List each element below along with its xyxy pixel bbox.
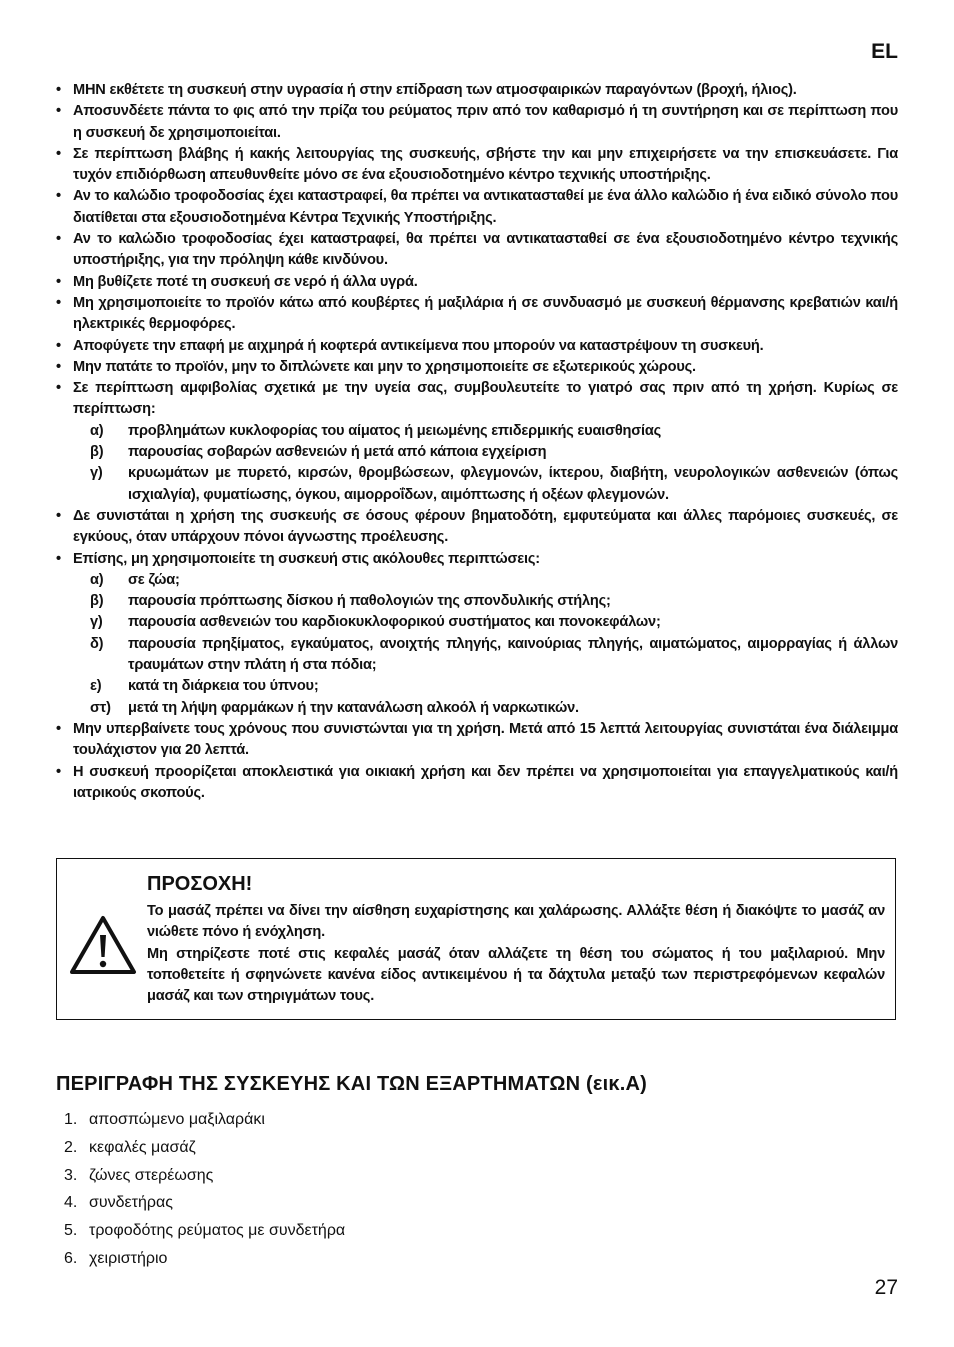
- sublist-text: κατά τη διάρκεια του ύπνου;: [128, 678, 319, 695]
- sublist-item: [73, 591, 898, 612]
- warning-item: • ΜΗΝ εκθέτετε τη συσκευή στην υγρασία ή στην επίδραση των ατμοσφαιρικών παραγόντων (βροχή, ήλιος).: [56, 80, 898, 101]
- sublist-text: παρουσίας σοβαρών ασθενειών ή μετά από κάποια εγχείριση: [128, 444, 547, 461]
- list-item-number: 1.: [64, 1111, 78, 1128]
- warning-item: • Αν το καλώδιο τροφοδοσίας έχει καταστραφεί, θα πρέπει να αντικατασταθεί σε ένα εξουσιοδοτημένο κέντρο τεχνικής υποστήριξης, για την πρόληψη κάθε κινδύνου.: [56, 229, 898, 272]
- list-item: [64, 1245, 345, 1273]
- list-item: [64, 1189, 345, 1217]
- sublist-marker: γ): [90, 614, 103, 631]
- warning-item: [56, 549, 898, 719]
- sublist-text: προβλημάτων κυκλοφορίας του αίματος ή μειωμένης επιδερμικής ευαισθησίας: [128, 422, 662, 439]
- language-code: EL: [871, 40, 898, 63]
- warning-sublist: [73, 421, 898, 506]
- list-item-number: 2.: [64, 1138, 78, 1156]
- warning-item: • Μην πατάτε το προϊόν, μην το διπλώνετε και μην το χρησιμοποιείτε σε εξωτερικούς χώρους.: [56, 357, 898, 378]
- sublist-marker: α): [90, 422, 104, 439]
- list-item-number: 6.: [64, 1249, 78, 1267]
- list-item-number: 4.: [64, 1194, 78, 1212]
- warning-sublist: [73, 570, 898, 719]
- sublist-item: [73, 634, 898, 677]
- sublist-text: σε ζώα;: [128, 571, 180, 588]
- list-item: [64, 1162, 345, 1190]
- warning-item-text: Σε περίπτωση αμφιβολίας σχετικά με την υγεία σας, συμβουλευτείτε το γιατρό σας πριν από τη χρήση. Κυρίως σε περίπτωση:: [73, 380, 898, 418]
- sublist-item: [73, 698, 898, 719]
- caution-title: ΠΡΟΣΟΧΗ!: [147, 873, 253, 895]
- list-item: [64, 1134, 345, 1162]
- sublist-item: [73, 463, 898, 506]
- warning-item: • Η συσκευή προορίζεται αποκλειστικά για οικιακή χρήση και δεν πρέπει να χρησιμοποιείται για επαγγελματικούς και/ή ιατρικούς σκοπούς.: [56, 762, 898, 805]
- list-item: [64, 1217, 345, 1245]
- sublist-item: [73, 570, 898, 591]
- caution-box: [56, 858, 896, 1020]
- sublist-marker: γ): [90, 465, 103, 482]
- sublist-text: παρουσία ασθενειών του καρδιοκυκλοφορικού συστήματος και πονοκεφάλων;: [128, 614, 661, 631]
- parts-list: [64, 1106, 345, 1273]
- list-item-label: χειριστήριο: [89, 1249, 168, 1267]
- sublist-item: [73, 442, 898, 463]
- sublist-text: παρουσία πρόπτωσης δίσκου ή παθολογιών της σπονδυλικής στήλης;: [128, 593, 611, 610]
- caution-paragraph: Μη στηρίζεστε ποτέ στις κεφαλές μασάζ όταν αλλάζετε τη θέση του σώματος ή του μαξιλαριού. Μην τοποθετείτε ή σφηνώνετε κανένα είδος αντικειμένου ή τα δάχτυλα μεταξύ των περιστρεφόμενων κεφαλών μασάζ και των στηριγμάτων τους.: [147, 945, 885, 1005]
- warning-item-text: Επίσης, μη χρησιμοποιείτε τη συσκευή στις ακόλουθες περιπτώσεις:: [73, 550, 540, 567]
- list-item-label: ζώνες στερέωσης: [89, 1166, 214, 1184]
- list-item-label: κεφαλές μασάζ: [89, 1138, 196, 1156]
- list-item: [64, 1106, 345, 1134]
- warning-item: • Αποφύγετε την επαφή με αιχμηρά ή κοφτερά αντικείμενα που μπορούν να καταστρέψουν τη συσκευή.: [56, 336, 898, 357]
- sublist-marker: α): [90, 571, 104, 588]
- warning-item: • Σε περίπτωση βλάβης ή κακής λειτουργίας της συσκευής, σβήστε την και μην επιχειρήσετε να την επισκευάσετε. Για τυχόν επιδιόρθωση απευθυνθείτε μόνο σε ένα εξουσιοδοτημένο κέντρο τεχνικής υποστήριξης.: [56, 144, 898, 187]
- sublist-text: μετά τη λήψη φαρμάκων ή την κατανάλωση αλκοόλ ή ναρκωτικών.: [128, 699, 579, 716]
- list-item-label: συνδετήρας: [89, 1194, 173, 1212]
- warning-item: [56, 378, 898, 506]
- sublist-marker: δ): [90, 635, 104, 652]
- warning-item: • Μη χρησιμοποιείτε το προϊόν κάτω από κουβέρτες ή μαξιλάρια ή σε συνδυασμό με συσκευή θέρμανσης κρεβατιών και/ή ηλεκτρικές θερμοφόρες.: [56, 293, 898, 336]
- warning-item: • Αν το καλώδιο τροφοδοσίας έχει καταστραφεί, θα πρέπει να αντικατασταθεί με ένα άλλο καλώδιο ή ένα ειδικό σύνολο που διατίθεται στα εξουσιοδοτημένα Κέντρα Τεχνικής Υποστήριξης.: [56, 186, 898, 229]
- safety-warnings-list: [56, 80, 898, 804]
- warning-item: • Δε συνιστάται η χρήση της συσκευής σε όσους φέρουν βηματοδότη, εμφυτεύματα και άλλες παρόμοιες συσκευές, σε εγκύους, όταν υπάρχουν πόνοι άγνωστης προέλευσης.: [56, 506, 898, 549]
- caution-paragraph: Το μασάζ πρέπει να δίνει την αίσθηση ευχαρίστησης και χαλάρωσης. Αλλάξτε θέση ή διακόψτε το μασάζ αν νιώθετε πόνο ή ενόχληση.: [147, 903, 885, 941]
- sublist-text: κρυωμάτων με πυρετό, κιρσών, θρομβώσεων, φλεγμονών, ίκτερου, διαβήτη, νευρολογικών ασθενειών (όπως ισχιαλγία), φυματίωσης, όγκου, αιμορροΐδων, αιμόπτωσης ή οξέων φλεγμονών.: [128, 465, 898, 503]
- sublist-text: παρουσία πρηξίματος, εγκαύματος, ανοιχτής πληγής, καινούριας πληγής, αιματώματος, αιμορραγίας ή άλλων τραυμάτων στην πλάτη ή στα πόδια;: [128, 635, 898, 674]
- list-item-label: τροφοδότης ρεύματος με συνδετήρα: [89, 1222, 346, 1240]
- sublist-marker: β): [90, 444, 104, 461]
- page-number: 27: [874, 1276, 898, 1299]
- warning-item: • Μην υπερβαίνετε τους χρόνους που συνιστώνται για τη χρήση. Μετά από 15 λεπτά λειτουργίας συνιστάται ένα διάλειμμα τουλάχιστον για 20 λεπτά.: [56, 719, 898, 762]
- sublist-item: [73, 421, 898, 442]
- list-item-label: αποσπώμενο μαξιλαράκι: [89, 1111, 265, 1128]
- warning-item: • Αποσυνδέετε πάντα το φις από την πρίζα του ρεύματος πριν από τον καθαρισμό ή τη συντήρηση και σε περίπτωση που η συσκευή δε χρησιμοποιείται.: [56, 101, 898, 144]
- sublist-marker: ε): [90, 678, 102, 695]
- caution-text: [147, 901, 885, 1007]
- sublist-item: [73, 676, 898, 697]
- list-item-number: 5.: [64, 1222, 78, 1240]
- list-item-number: 3.: [64, 1166, 78, 1184]
- sublist-marker: β): [90, 593, 104, 610]
- warning-item: • Μη βυθίζετε ποτέ τη συσκευή σε νερό ή άλλα υγρά.: [56, 272, 898, 293]
- warning-triangle-icon: [69, 915, 137, 975]
- sublist-item: [73, 612, 898, 633]
- section-title: ΠΕΡΙΓΡΑΦΗ ΤΗΣ ΣΥΣΚΕΥΗΣ ΚΑΙ ΤΩΝ ΕΞΑΡΤΗΜΑΤΩΝ (εικ.A): [56, 1073, 647, 1095]
- sublist-marker: στ): [90, 699, 111, 716]
